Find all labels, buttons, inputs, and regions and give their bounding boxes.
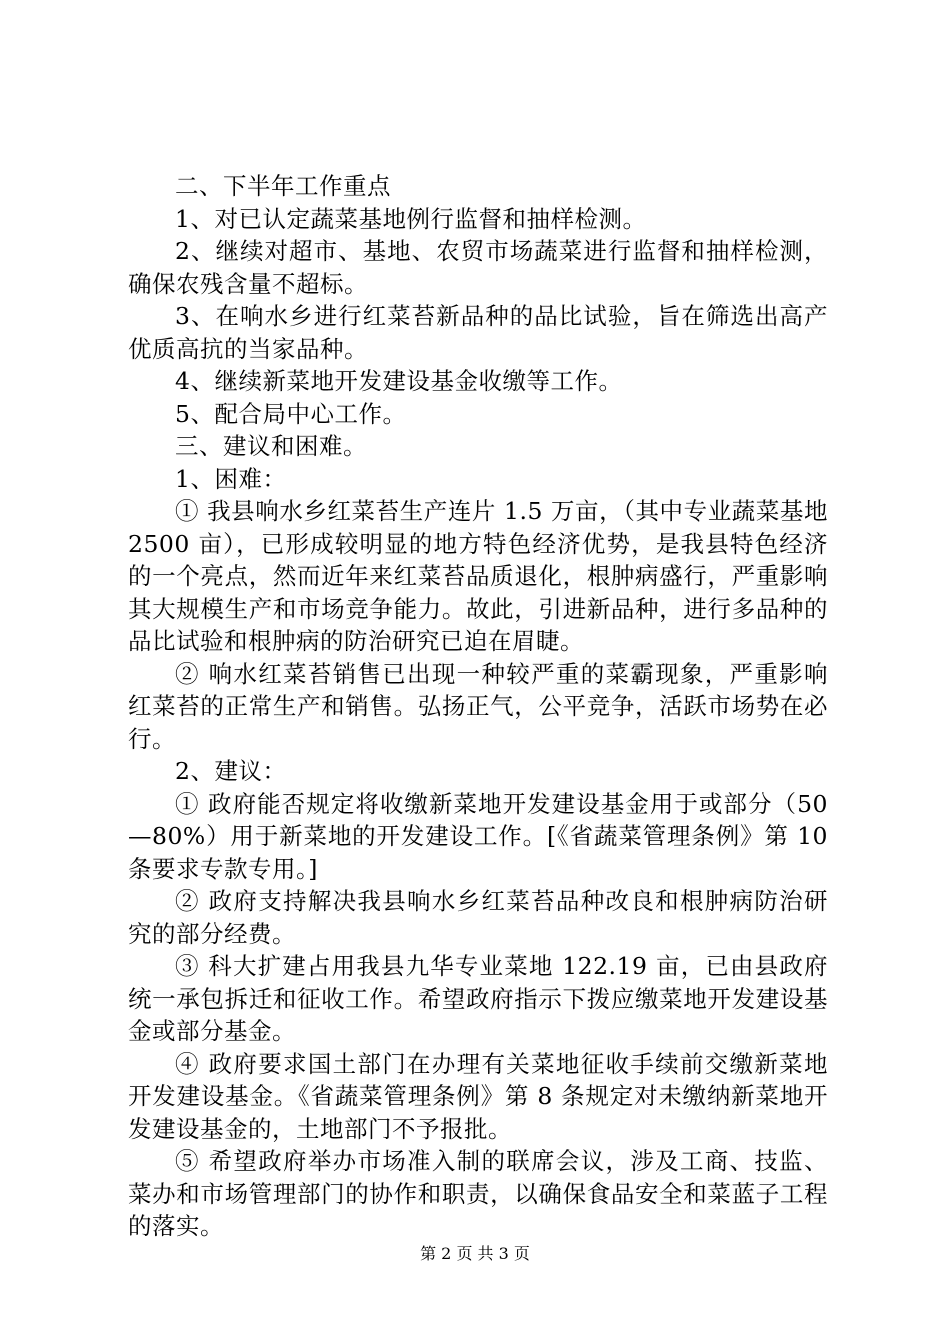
section-heading-suggestions: 三、建议和困难。 <box>175 432 367 460</box>
plan-item-5: 5、配合局中心工作。 <box>175 399 407 428</box>
suggestion-item-4: ④ 政府要求国土部门在办理有关菜地征收手续前交缴新菜地开发建设基金。《省蔬菜管理条例》第 8 条规定对未缴纳新菜地开发建设基金的，土地部门不予报批。 <box>128 1049 828 1143</box>
subheading-suggestions: 2、建议： <box>175 757 287 785</box>
page-footer: 第 2 页 共 3 页 <box>420 1244 530 1263</box>
plan-item-2: 2、继续对超市、基地、农贸市场蔬菜进行监督和抽样检测，确保农残含量不超标。 <box>128 237 828 298</box>
suggestion-item-2: ② 政府支持解决我县响水乡红菜苔品种改良和根肿病防治研究的部分经费。 <box>128 887 828 948</box>
suggestion-item-3: ③ 科大扩建占用我县九华专业菜地 122.19 亩，已由县政府统一承包拆迁和征收工作。希望政府指示下拨应缴菜地开发建设基金或部分基金。 <box>128 952 828 1045</box>
suggestion-item-5: ⑤ 希望政府举办市场准入制的联席会议，涉及工商、技监、菜办和市场管理部门的协作和职责，以确保食品安全和菜蓝子工程的落实。 <box>128 1147 828 1240</box>
document-body <box>128 170 828 1243</box>
subheading-difficulties: 1、困难： <box>175 464 287 493</box>
section-heading-plans: 二、下半年工作重点 <box>175 172 391 200</box>
plan-item-3: 3、在响水乡进行红菜苔新品种的品比试验，旨在筛选出高产优质高抗的当家品种。 <box>128 302 828 363</box>
difficulty-item-1: ① 我县响水乡红菜苔生产连片 1.5 万亩，（其中专业蔬菜基地 2500 亩），已形成较明显的地方特色经济优势，是我县特色经济的一个亮点，然而近年来红菜苔品质退化，根肿病盛行，严重影响其大规模生产和市场竞争能力。故此，引进新品种，进行多品种的品比试验和根肿病的防治研究已迫在眉睫。 <box>128 497 828 655</box>
difficulty-item-2: ② 响水红菜苔销售已出现一种较严重的菜霸现象，严重影响红菜苔的正常生产和销售。弘扬正气，公平竞争，活跃市场势在必行。 <box>128 659 828 753</box>
plan-item-1: 1、对已认定蔬菜基地例行监督和抽样检测。 <box>175 204 647 233</box>
plan-item-4: 4、继续新菜地开发建设基金收缴等工作。 <box>175 367 623 395</box>
suggestion-item-1: ① 政府能否规定将收缴新菜地开发建设基金用于或部分（50—80%）用于新菜地的开发建设工作。[《省蔬菜管理条例》第 10 条要求专款专用。] <box>128 789 828 883</box>
